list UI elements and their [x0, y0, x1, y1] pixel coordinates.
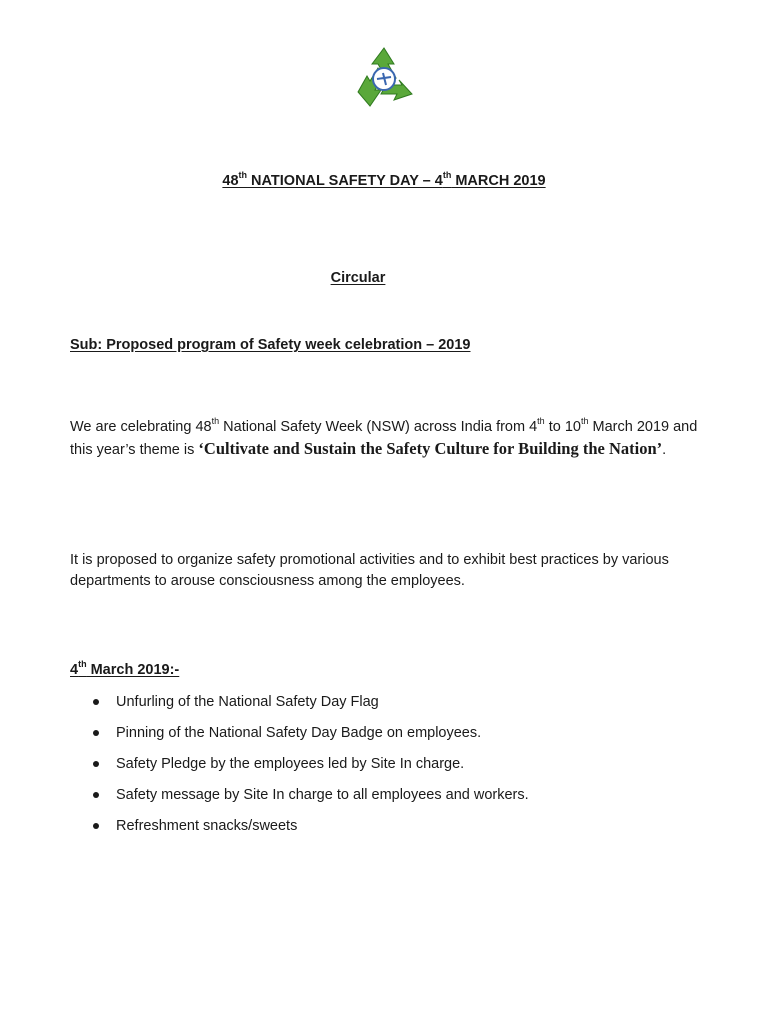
- list-item: Safety message by Site In charge to all employees and workers.: [90, 785, 529, 816]
- bullet-icon: [93, 761, 99, 767]
- activity-list: [90, 692, 529, 847]
- intro-paragraph: We are celebrating 48th National Safety Week (NSW) across India from 4th to 10th March 2019 and this year’s theme is ‘Cultivate and Sustain the Safety Culture for Building the Nation’.: [70, 416, 698, 458]
- recycle-logo-icon: [350, 44, 418, 112]
- subject-line: Sub: Proposed program of Safety week celebration – 2019: [70, 337, 471, 353]
- proposal-paragraph: It is proposed to organize safety promotional activities and to exhibit best practices by various departments to arouse consciousness among the employees.: [70, 552, 669, 589]
- circular-label: Circular: [330, 270, 386, 286]
- bullet-icon: [93, 792, 99, 798]
- page-title: 48th NATIONAL SAFETY DAY – 4th MARCH 2019: [222, 170, 546, 189]
- list-item: Pinning of the National Safety Day Badge on employees.: [90, 723, 529, 754]
- bullet-icon: [93, 823, 99, 829]
- bullet-icon: [93, 730, 99, 736]
- list-item: Refreshment snacks/sweets: [90, 816, 529, 847]
- bullet-icon: [93, 699, 99, 705]
- theme-text: ‘Cultivate and Sustain the Safety Culture for Building the Nation’: [198, 439, 663, 458]
- date-heading: 4th March 2019:-: [70, 659, 180, 678]
- list-item: Safety Pledge by the employees led by Site In charge.: [90, 754, 529, 785]
- list-item: Unfurling of the National Safety Day Flag: [90, 692, 529, 723]
